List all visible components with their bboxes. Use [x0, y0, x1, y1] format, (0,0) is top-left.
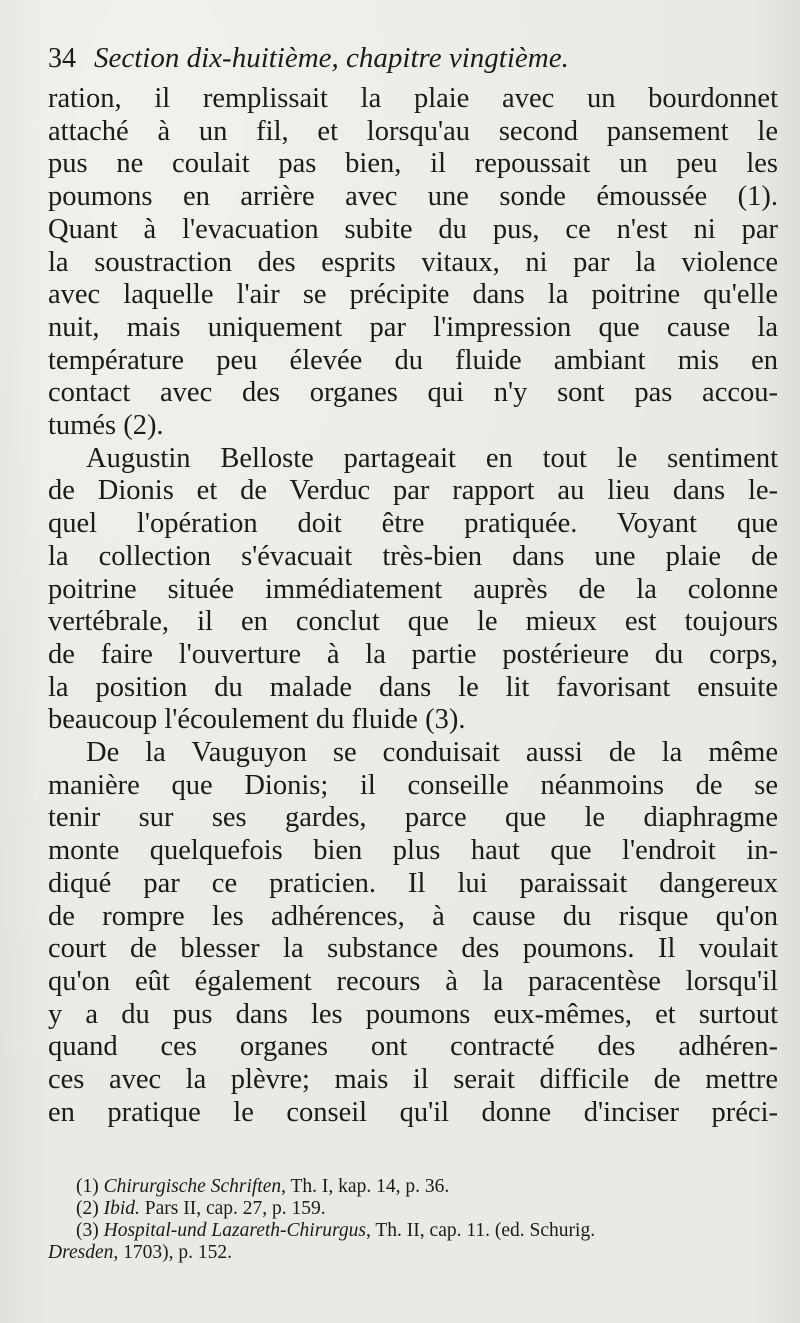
- text-line: poumons en arrière avec une sonde émoussée (1).: [48, 181, 778, 213]
- text-line: contact avec des organes qui n'y sont pas accou-: [48, 377, 778, 409]
- footnote-marker: (2): [76, 1197, 99, 1219]
- text-line: y a du pus dans les poumons eux-mêmes, et surtout: [48, 998, 778, 1030]
- text-line: ration, il remplissait la plaie avec un bourdonnet: [48, 83, 778, 114]
- text-line: quand ces organes ont contracté des adhéren-: [48, 1031, 778, 1063]
- text-line: en pratique le conseil qu'il donne d'inciser préci-: [48, 1096, 778, 1128]
- body-text: [48, 83, 778, 1130]
- footnote-source: Ibid.: [103, 1197, 140, 1219]
- text-line: beaucoup l'écoulement du fluide (3).: [48, 704, 466, 736]
- text-line: Quant à l'evacuation subite du pus, ce n'est ni par: [48, 213, 778, 245]
- text-line: manière que Dionis; il conseille néanmoins de se: [48, 769, 778, 801]
- footnote-source: Chirurgische Schriften: [103, 1175, 282, 1197]
- text-line: la collection s'évacuait très-bien dans une plaie de: [48, 540, 778, 572]
- footnote-3-continuation: [48, 1242, 778, 1264]
- text-line: monte quelquefois bien plus haut que l'endroit in-: [48, 835, 778, 867]
- footnote-reference: Pars II, cap. 27, p. 159.: [139, 1197, 326, 1219]
- text-line: nuit, mais uniquement par l'impression que cause la: [48, 311, 778, 343]
- footnote-reference: , Th. II, cap. 11. (ed. Schurig.: [366, 1219, 596, 1241]
- footnote-1: [48, 1176, 778, 1198]
- chapter-title: Section dix-huitième, chapitre vingtième.: [94, 42, 569, 74]
- text-line: pus ne coulait pas bien, il repoussait un peu les: [48, 148, 778, 180]
- text-line: de Dionis et de Verduc par rapport au lieu dans le-: [48, 475, 778, 507]
- footnote-reference: , Th. I, kap. 14, p. 36.: [281, 1175, 450, 1197]
- paragraph-first-line: Augustin Belloste partageait en tout le sentiment: [86, 442, 778, 474]
- footnotes: [48, 1176, 778, 1264]
- paragraph-first-line: De la Vauguyon se conduisait aussi de la même: [86, 737, 778, 769]
- footnote-3: [48, 1220, 778, 1242]
- footnote-marker: (3): [76, 1219, 99, 1241]
- text-line: tenir sur ses gardes, parce que le diaphragme: [48, 802, 778, 834]
- text-line: vertébrale, il en conclut que le mieux est toujours: [48, 606, 778, 638]
- text-line: quel l'opération doit être pratiquée. Voyant que: [48, 508, 778, 540]
- text-line: la position du malade dans le lit favorisant ensuite: [48, 671, 778, 703]
- running-head: [48, 40, 778, 77]
- text-line: température peu élevée du fluide ambiant mis en: [48, 344, 778, 376]
- text-line: tumés (2).: [48, 410, 164, 442]
- text-line: poitrine située immédiatement auprès de la colonne: [48, 573, 778, 605]
- footnote-marker: (1): [76, 1175, 99, 1197]
- text-line: de faire l'ouverture à la partie postérieure du corps,: [48, 638, 778, 670]
- text-line: qu'on eût également recours à la paracentèse lorsqu'il: [48, 965, 778, 997]
- footnote-source: Hospital-und Lazareth-Chirurgus: [103, 1219, 366, 1241]
- footnote-city: Dresden: [48, 1241, 114, 1263]
- text-line: de rompre les adhérences, à cause du risque qu'on: [48, 900, 778, 932]
- text-line: avec laquelle l'air se précipite dans la poitrine qu'elle: [48, 279, 778, 311]
- footnote-2: [48, 1198, 778, 1220]
- text-line: attaché à un fil, et lorsqu'au second pansement le: [48, 115, 778, 147]
- footnote-reference: , 1703), p. 152.: [113, 1241, 232, 1263]
- text-line: la soustraction des esprits vitaux, ni par la violence: [48, 246, 778, 278]
- text-line: ces avec la plèvre; mais il serait difficile de mettre: [48, 1064, 778, 1096]
- page-number: 34: [48, 43, 76, 74]
- text-line: diqué par ce praticien. Il lui paraissait dangereux: [48, 867, 778, 899]
- text-line: court de blesser la substance des poumons. Il voulait: [48, 933, 778, 965]
